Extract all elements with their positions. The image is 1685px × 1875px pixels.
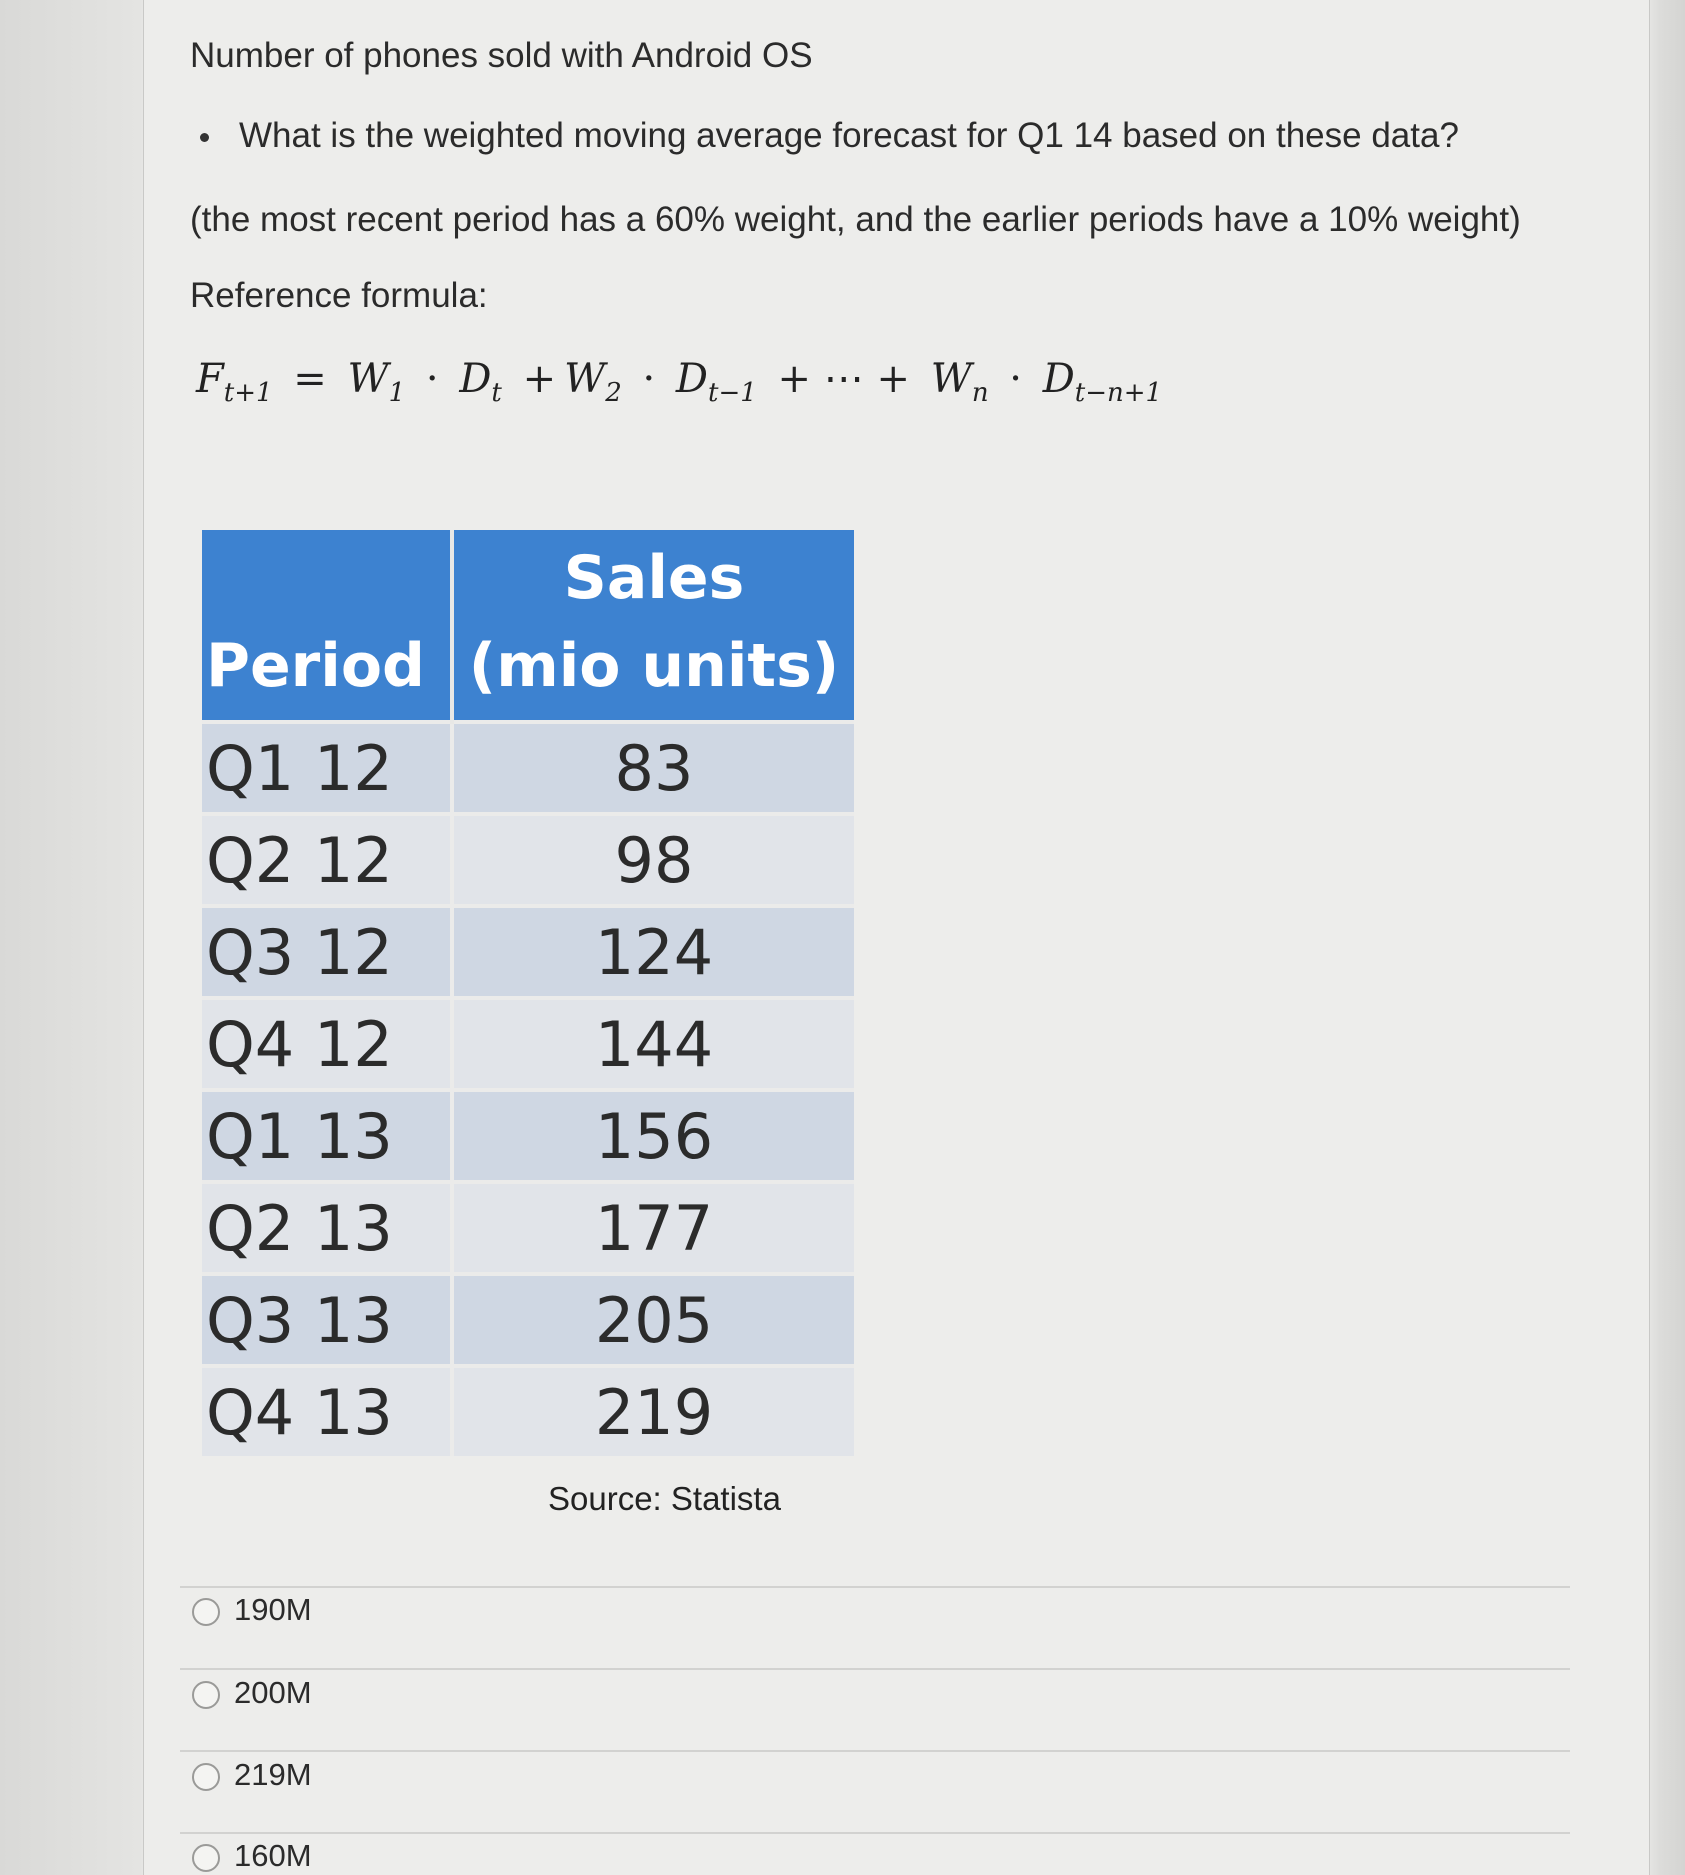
answer-option-190m[interactable] bbox=[192, 1592, 312, 1628]
sales-cell: 144 bbox=[452, 998, 854, 1090]
divider bbox=[180, 1586, 1570, 1588]
question-title: Number of phones sold with Android OS bbox=[190, 36, 813, 75]
table-row bbox=[202, 814, 854, 906]
period-cell: Q1 12 bbox=[202, 722, 452, 814]
answer-option-219m[interactable] bbox=[192, 1757, 312, 1793]
sales-cell: 205 bbox=[452, 1274, 854, 1366]
reference-label: Reference formula: bbox=[190, 276, 488, 315]
source-caption: Source: Statista bbox=[548, 1480, 781, 1517]
question-prompt: What is the weighted moving average forecast for Q1 14 based on these data? bbox=[239, 116, 1459, 155]
sales-cell: 124 bbox=[452, 906, 854, 998]
divider bbox=[180, 1832, 1570, 1834]
radio-button[interactable] bbox=[192, 1681, 220, 1709]
radio-button[interactable] bbox=[192, 1598, 220, 1626]
divider bbox=[180, 1668, 1570, 1670]
table-header-row bbox=[202, 530, 854, 722]
table-row bbox=[202, 998, 854, 1090]
sales-table bbox=[202, 530, 854, 1456]
period-cell: Q4 12 bbox=[202, 998, 452, 1090]
option-label: 200M bbox=[234, 1675, 312, 1710]
period-header: Period bbox=[202, 530, 452, 722]
table-row bbox=[202, 1274, 854, 1366]
divider bbox=[180, 1750, 1570, 1752]
option-label: 219M bbox=[234, 1757, 312, 1792]
table-row bbox=[202, 1366, 854, 1456]
answer-option-200m[interactable] bbox=[192, 1675, 312, 1711]
radio-button[interactable] bbox=[192, 1763, 220, 1791]
period-cell: Q3 12 bbox=[202, 906, 452, 998]
option-label: 160M bbox=[234, 1838, 312, 1873]
option-label: 190M bbox=[234, 1592, 312, 1627]
weight-note: (the most recent period has a 60% weight, and the earlier periods have a 10% weight) bbox=[190, 200, 1521, 239]
radio-button[interactable] bbox=[192, 1844, 220, 1872]
sales-cell: 177 bbox=[452, 1182, 854, 1274]
period-cell: Q3 13 bbox=[202, 1274, 452, 1366]
reference-formula: $F_{t+1} = W_1 \cdot D_t + W_2 \cdot D_{t-1}$ + ⋯ + $W_n \cdot D_{t-n+1}$ bbox=[196, 356, 1163, 408]
period-cell: Q4 13 bbox=[202, 1366, 452, 1456]
sales-cell: 83 bbox=[452, 722, 854, 814]
sales-cell: 219 bbox=[452, 1366, 854, 1456]
sales-cell: 156 bbox=[452, 1090, 854, 1182]
question-prompt-row bbox=[200, 116, 1459, 156]
table-row bbox=[202, 1090, 854, 1182]
period-cell: Q2 12 bbox=[202, 814, 452, 906]
table-row bbox=[202, 1182, 854, 1274]
table-row bbox=[202, 906, 854, 998]
period-cell: Q2 13 bbox=[202, 1182, 452, 1274]
period-cell: Q1 13 bbox=[202, 1090, 452, 1182]
table-row bbox=[202, 722, 854, 814]
sales-header: Sales (mio units) bbox=[452, 530, 854, 722]
answer-option-160m[interactable] bbox=[192, 1838, 312, 1874]
sales-cell: 98 bbox=[452, 814, 854, 906]
bullet-icon bbox=[200, 133, 209, 142]
